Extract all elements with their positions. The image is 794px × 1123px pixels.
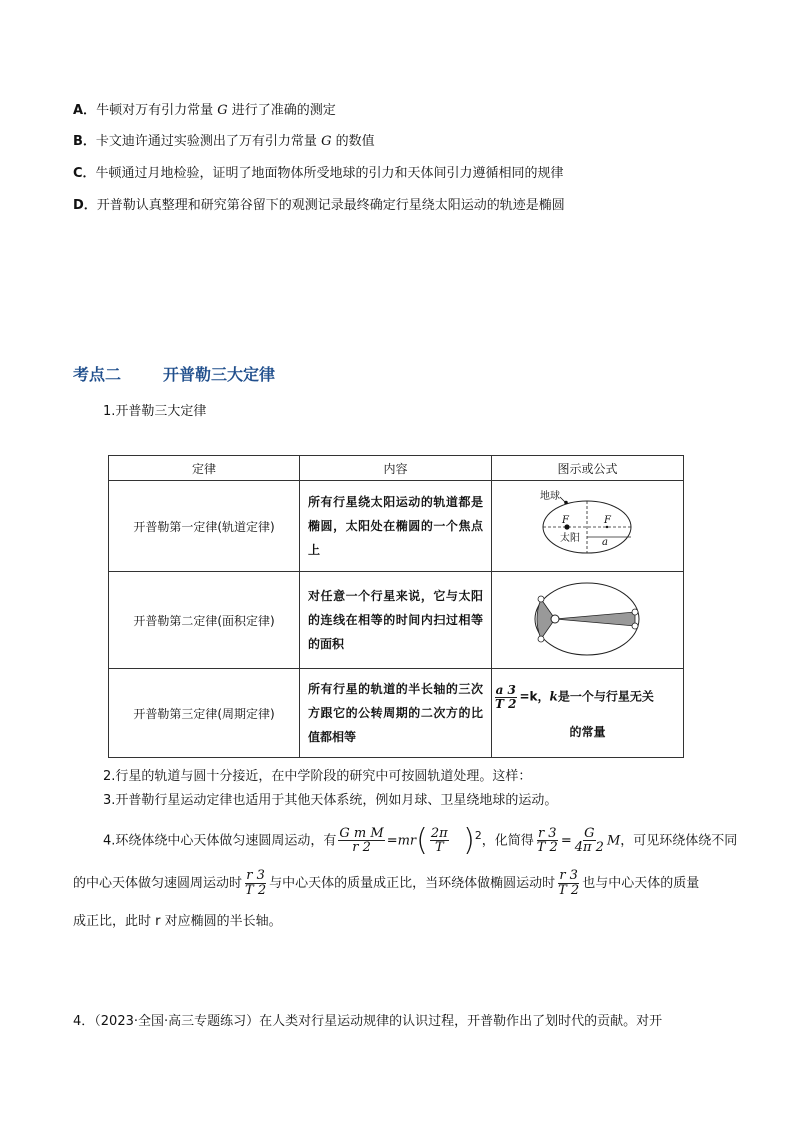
kepler-laws-table — [108, 455, 684, 758]
fraction: $\frac{r 3}{T 2}$ — [536, 825, 558, 856]
ellipse-focus-figure — [492, 481, 684, 572]
header-law: 定律 — [109, 456, 300, 481]
fraction: $\frac{\text{G m M}}{r 2}$ — [339, 825, 384, 856]
law-content: 所有行星绕太阳运动的轨道都是椭圆，太阳处在椭圆的一个焦点上 — [300, 481, 492, 572]
sun-label: 太阳 — [560, 532, 580, 544]
law-name: 开普勒第二定律(面积定律) — [109, 572, 300, 669]
fraction: $\frac{r 3}{T 2}$ — [245, 868, 267, 898]
third-law-formula: $\frac{a 3}{T 2}$ =k，k是一个与行星无关 的常量 — [492, 669, 684, 758]
svg-text:F: F — [604, 514, 611, 526]
law-content: 对任意一个行星来说，它与太阳的连线在相等的时间内扫过相等的面积 — [300, 572, 492, 669]
option-b: B．卡文迪许通过实验测出了万有引力常量 G 的数值 — [73, 134, 375, 149]
law-name: 开普勒第一定律(轨道定律) — [109, 481, 300, 572]
paragraph-2: 2.行星的轨道与圆十分接近，在中学阶段的研究中可按圆轨道处理。这样： — [103, 769, 532, 784]
option-a: A．牛顿对万有引力常量 G 进行了准确的测定 — [73, 103, 336, 118]
header-figure: 图示或公式 — [492, 456, 684, 481]
svg-text:F: F — [562, 514, 569, 526]
svg-text:a: a — [602, 536, 608, 548]
question-4: 4．（2023·全国·高三专题练习）在人类对行星运动规律的认识过程，开普勒作出了划时代的贡献。对开 — [73, 1014, 663, 1029]
second-law-diagram — [492, 576, 682, 662]
header-content: 内容 — [300, 456, 492, 481]
table-row — [109, 572, 684, 669]
law-content: 所有行星的轨道的半长轴的三次方跟它的公转周期的二次方的比值都相等 — [300, 669, 492, 758]
table-row — [109, 669, 684, 758]
section-heading: 考点二 开普勒三大定律 — [73, 365, 276, 384]
paragraph-4-line1: 4.环绕体绕中心天体做匀速圆周运动，有 $\frac{\text{G m M}}{r 2}$ =mr( $\frac{2\pi}{T}$ )$^2$，化简得 $\frac{r 3}{T 2}$ = $\frac{G}{4\pi 2}$ M，可见环绕体绕不同 — [103, 822, 738, 858]
fraction: $\frac{2\pi}{T}$ — [430, 825, 448, 856]
paragraph-4-line2: 的中心天体做匀速圆周运动时 $\frac{r 3}{T 2}$ 与中心天体的质量成正比，当环绕体做椭圆运动时 $\frac{r 3}{T 2}$ 也与中心天体的质量 — [73, 868, 700, 898]
first-law-diagram — [492, 485, 682, 565]
area-law-figure — [492, 572, 684, 669]
fraction: $\frac{G}{4\pi 2}$ — [574, 825, 604, 856]
fraction: $\frac{a 3}{T 2}$ — [495, 682, 517, 711]
subheading-three-laws: 1.开普勒三大定律 — [103, 404, 207, 419]
law-name: 开普勒第三定律(周期定律) — [109, 669, 300, 758]
option-d: D．开普勒认真整理和研究第谷留下的观测记录最终确定行星绕太阳运动的轨迹是椭圆 — [73, 198, 565, 213]
table-row — [109, 481, 684, 572]
fraction: $\frac{r 3}{T 2}$ — [558, 868, 580, 898]
paragraph-3: 3.开普勒行星运动定律也适用于其他天体系统，例如月球、卫星绕地球的运动。 — [103, 793, 558, 808]
paragraph-4-line3: 成正比，此时 r 对应椭圆的半长轴。 — [73, 914, 282, 929]
earth-label: 地球 — [540, 490, 560, 502]
option-c: C．牛顿通过月地检验，证明了地面物体所受地球的引力和天体间引力遵循相同的规律 — [73, 166, 564, 181]
